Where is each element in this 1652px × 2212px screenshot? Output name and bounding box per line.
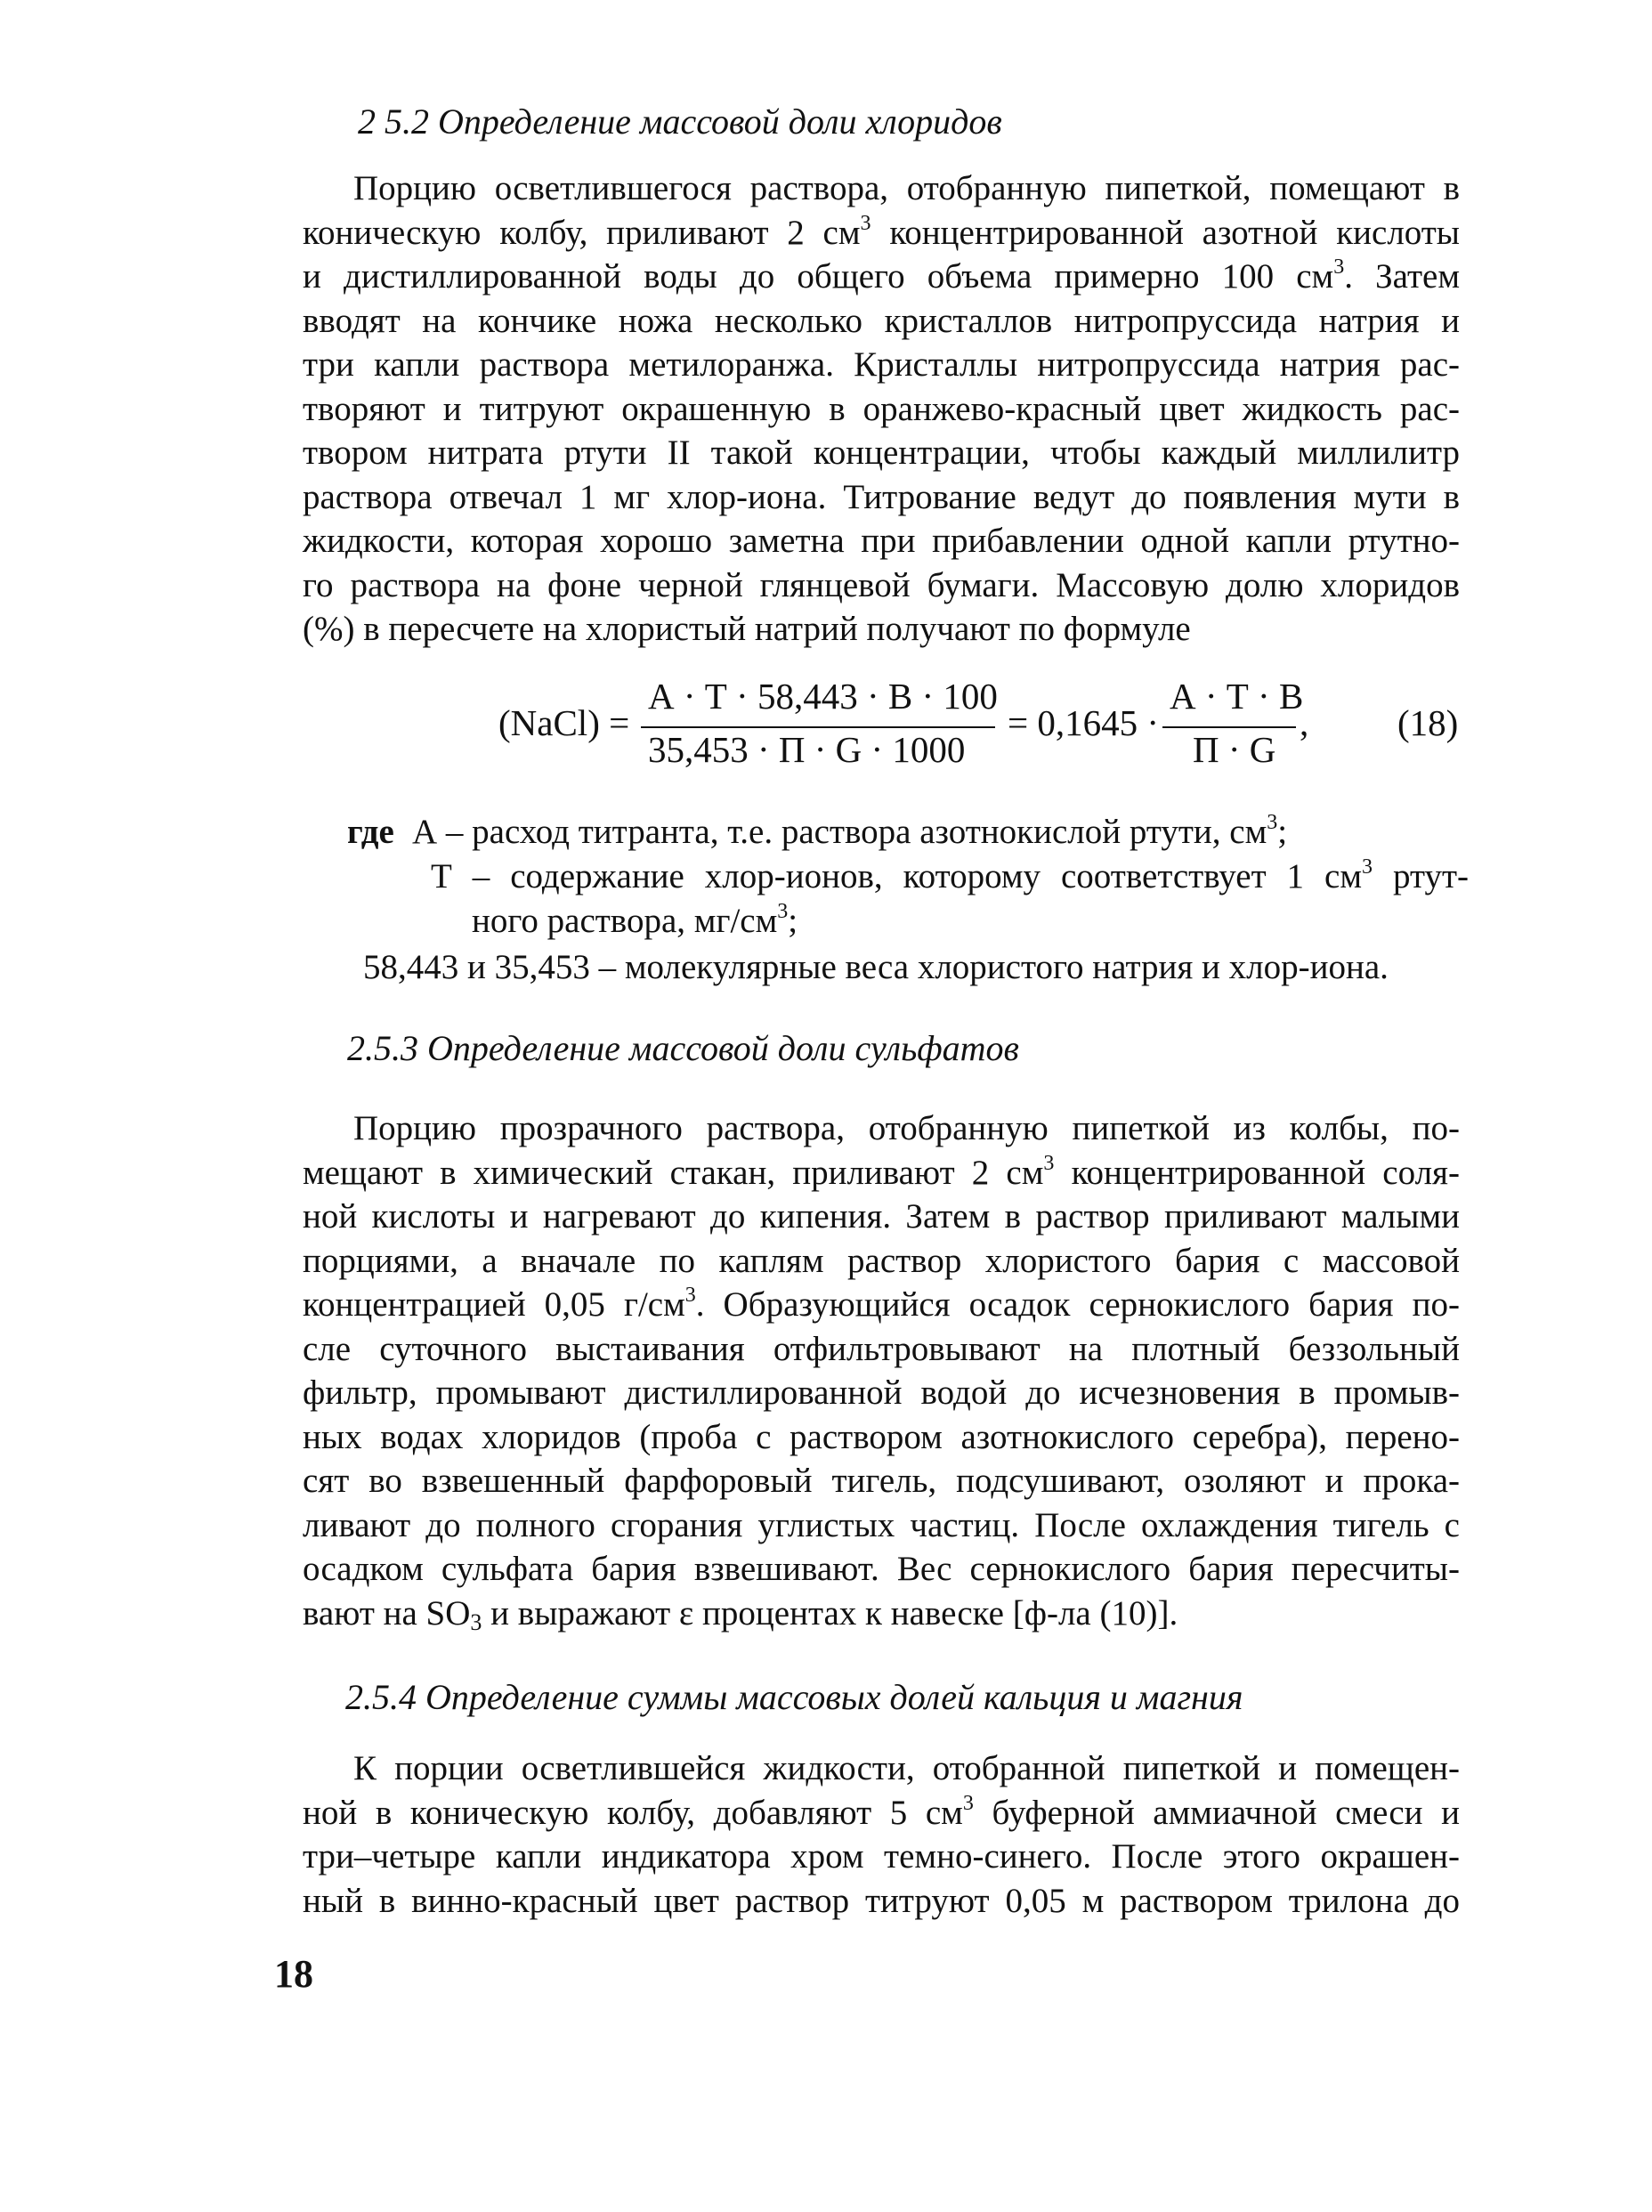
text-line: три–четыре капли индикатора хром темно-синего. После этого окрашен- [303, 1837, 1460, 1876]
text-line: концентрацией 0,05 $г/см^3$. Образующийся осадок сернокислого бария по- [303, 1284, 1460, 1324]
formula-denominator-1: 35,453 · П · G · 1000 [648, 729, 966, 770]
section-heading-2-5-2: 2 5.2 Определение массовой доли хлоридов [358, 101, 1002, 142]
text-line: К порции осветлившейся жидкости, отобранной пипеткой и помещен- [353, 1749, 1460, 1787]
text-line: осадком сульфата бария взвешивают. Вес сернокислого бария пересчиты- [303, 1550, 1460, 1588]
text-line: Порцию прозрачного раствора, отобранную пипеткой из колбы, по- [353, 1109, 1460, 1147]
definition-molecular-weights: 58,443 и 35,453 – молекулярные веса хлористого натрия и хлор-иона. [363, 948, 1389, 986]
text-line: и дистиллированной воды до общего объема примерно 100 $см^3$. Затем [303, 255, 1461, 296]
definition-t: Т – содержание хлор-ионов, которому соответствует 1 $см^3$ ртут- [431, 855, 1469, 895]
formula-denominator-2: П · G [1193, 729, 1276, 770]
text-line: ной в коническую колбу, добавляют 5 $см^3$ буферной аммиачной смеси и [303, 1791, 1460, 1832]
text-line: сле суточного выстаивания отфильтровывают на плотный беззольный [303, 1329, 1460, 1368]
text-line: три капли раствора метилоранжа. Кристаллы нитропруссида натрия рас- [303, 345, 1460, 384]
text-line: ливают до полного сгорания углистых частиц. После охлаждения тигель с [303, 1505, 1460, 1544]
text-line: ных водах хлоридов (проба с раствором азотнокислого серебра), перено- [303, 1417, 1460, 1456]
text-line: ный в винно-красный цвет раствор титруют 0,05 м раствором трилона до [303, 1881, 1460, 1920]
text-line: коническую колбу, приливают 2 $см^3$ концентрированной азотной кислоты [303, 211, 1461, 252]
paragraph-sulfates [303, 1106, 1460, 1635]
text-line: Порцию осветлившегося раствора, отобранную пипеткой, помещают в [353, 169, 1460, 207]
text-line: твором нитрата ртути II такой концентрации, чтобы каждый миллилитр [303, 433, 1460, 472]
formula-numerator-1: А · Т · 58,443 · В · 100 [648, 676, 998, 717]
text-line: вводят на кончике ножа несколько кристаллов нитропруссида натрия и [303, 301, 1460, 340]
formula-mid: = 0,1645 · [1008, 702, 1160, 743]
formula-numerator-2: А · Т · В [1170, 676, 1304, 717]
formula-number: (18) [1397, 702, 1459, 743]
text-line: ной кислоты и нагревают до кипения. Затем в раствор приливают малыми [303, 1197, 1460, 1236]
formula-18 [498, 675, 1469, 782]
definition-t-cont: ного раствора, $мг/см^3$; [472, 900, 798, 940]
paragraph-calcium-magnesium [303, 1746, 1460, 1923]
text-line: фильтр, промывают дистиллированной водой до исчезновения в промыв- [303, 1373, 1460, 1412]
text-line: жидкости, которая хорошо заметна при прибавлении одной капли ртутно- [303, 522, 1460, 560]
section-heading-2-5-4: 2.5.4 Определение суммы массовых долей кальция и магния [345, 1677, 1243, 1717]
text-line: раствора отвечал 1 мг хлор-иона. Титрование ведут до появления мути в [303, 477, 1460, 516]
page-number: 18 [274, 1952, 313, 1996]
text-line: мещают в химический стакан, приливают 2 $см^3$ концентрированной соля- [303, 1151, 1460, 1192]
formula-comma: , [1300, 702, 1309, 743]
text-line: сят во взвешенный фарфоровый тигель, подсушивают, озоляют и прока- [303, 1462, 1460, 1500]
text-line: (%) в пересчете на хлористый натрий получают по формуле [303, 610, 1191, 648]
paragraph-chlorides [303, 166, 1460, 652]
text-line: вают на $SO_3$ и выражают ɛ процентах к навеске [ф-ла (10)]. [303, 1593, 1178, 1635]
definition-a: А – расход титранта, т.е. раствора азотнокислой ртути, $см^3$; [412, 811, 1288, 851]
text-line: творяют и титруют окрашенную в оранжево-красный цвет жидкость рас- [303, 389, 1460, 428]
formula-lhs: (NaCl) = [498, 702, 630, 743]
text-line: го раствора на фоне черной глянцевой бумаги. Массовую долю хлоридов [303, 565, 1460, 604]
where-label: где [347, 813, 394, 851]
text-line: порциями, а вначале по каплям раствор хлористого бария с массовой [303, 1241, 1460, 1280]
section-heading-2-5-3: 2.5.3 Определение массовой доли сульфатов [347, 1028, 1019, 1068]
